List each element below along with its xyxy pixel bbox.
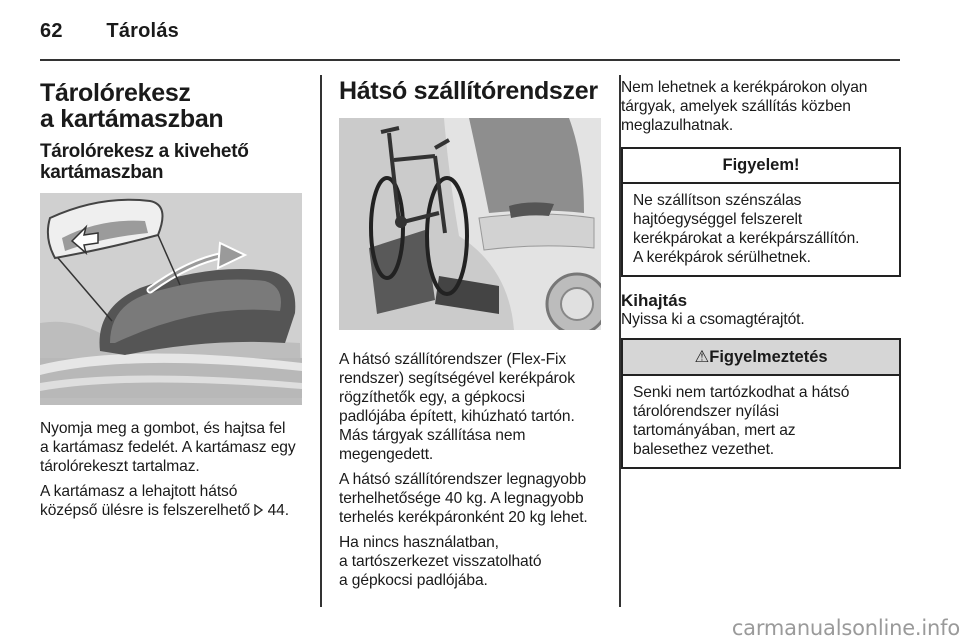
carrier-p3-line-1: Ha nincs használatban, — [339, 534, 499, 551]
section-title: Tárolás — [106, 20, 179, 42]
armrest-p1-line-3: tárolórekeszt tartalmaz. — [40, 458, 200, 475]
carrier-paragraph-1 — [339, 350, 605, 464]
carrier-paragraph-2 — [339, 470, 605, 527]
carrier-p2-line-2: terhelhetősége 40 kg. A legnagyobb — [339, 490, 584, 507]
column-rear-carrier — [339, 78, 605, 596]
carrier-p1-line-5: Más tárgyak szállítása nem — [339, 427, 526, 444]
armrest-p2-line-1: A kartámasz a lehajtott hátsó — [40, 483, 238, 500]
warning-header — [623, 340, 899, 376]
warning-line-3: tartományában, mert az — [633, 422, 796, 439]
page-reference-icon — [254, 504, 263, 516]
armrest-p1-line-2: a kartámasz fedelét. A kartámasz egy — [40, 439, 296, 456]
armrest-p2-line-2: középső ülésre is felszerelhető — [40, 502, 251, 519]
page-reference-link[interactable]: 44. — [267, 502, 289, 519]
bike-carrier-illustration — [339, 118, 601, 330]
armrest-p1-line-1: Nyomja meg a gombot, és hajtsa fel — [40, 420, 286, 437]
armrest-subtitle-line-2: kartámaszban — [40, 162, 164, 183]
armrest-title-line-2: a kartámaszban — [40, 105, 224, 133]
column-armrest — [40, 80, 305, 526]
carrier-p1-line-3: rögzíthetők egy, a gépkocsi — [339, 389, 525, 406]
page-number: 62 — [40, 20, 63, 42]
column-notes — [621, 78, 901, 469]
carrier-p1-line-4: padlójába épített, kihúzható tartón. — [339, 408, 575, 425]
warning-icon: ⚠ — [694, 348, 710, 366]
warning-line-2: tárolórendszer nyílási — [633, 403, 780, 420]
caution-text — [633, 191, 889, 267]
warning-title: Figyelmeztetés — [709, 348, 828, 366]
warning-box — [621, 338, 901, 469]
column-divider-1 — [320, 75, 322, 607]
carrier-p3-line-3: a gépkocsi padlójába. — [339, 572, 488, 589]
carrier-p2-line-3: terhelés kerékpáronként 20 kg lehet. — [339, 509, 588, 526]
unfold-text: Nyissa ki a csomagtérajtót. — [621, 311, 805, 328]
armrest-title-line-1: Tárolórekesz — [40, 79, 191, 107]
unfold-title: Kihajtás — [621, 291, 688, 310]
caution-line-1: Ne szállítson szénszálas — [633, 192, 802, 209]
header-rule — [40, 59, 900, 61]
page-header — [40, 20, 179, 43]
caution-line-4: A kerékpárok sérülhetnek. — [633, 249, 811, 266]
armrest-paragraph-2 — [40, 482, 305, 520]
armrest-illustration — [40, 193, 302, 405]
armrest-title — [40, 80, 305, 132]
warning-line-1: Senki nem tartózkodhat a hátsó — [633, 384, 850, 401]
carrier-p2-line-1: A hátsó szállítórendszer legnagyobb — [339, 471, 587, 488]
armrest-paragraph-1 — [40, 419, 305, 476]
intro-line-3: meglazulhatnak. — [621, 117, 734, 134]
watermark-credit: carmanualsonline.info — [731, 616, 960, 640]
intro-line-1: Nem lehetnek a kerékpárokon olyan — [621, 79, 868, 96]
warning-text — [633, 383, 889, 459]
armrest-subtitle-line-1: Tárolórekesz a kivehető — [40, 141, 249, 162]
intro-line-2: tárgyak, amelyek szállítás közben — [621, 98, 851, 115]
caution-line-2: hajtóegységgel felszerelt — [633, 211, 803, 228]
warning-line-4: balesethez vezethet. — [633, 441, 775, 458]
armrest-subtitle — [40, 141, 305, 183]
caution-box — [621, 147, 901, 277]
carrier-p3-line-2: a tartószerkezet visszatolható — [339, 553, 542, 570]
carrier-p1-line-2: rendszer) segítségével kerékpárok — [339, 370, 575, 387]
caution-title: Figyelem! — [623, 149, 899, 184]
carrier-p1-line-1: A hátsó szállítórendszer (Flex-Fix — [339, 351, 567, 368]
caution-line-3: kerékpárokat a kerékpárszállítón. — [633, 230, 860, 247]
carrier-paragraph-3 — [339, 533, 605, 590]
rear-carrier-title: Hátsó szállítórendszer — [339, 77, 598, 105]
intro-paragraph — [621, 78, 901, 135]
carrier-p1-line-6: megengedett. — [339, 446, 434, 463]
